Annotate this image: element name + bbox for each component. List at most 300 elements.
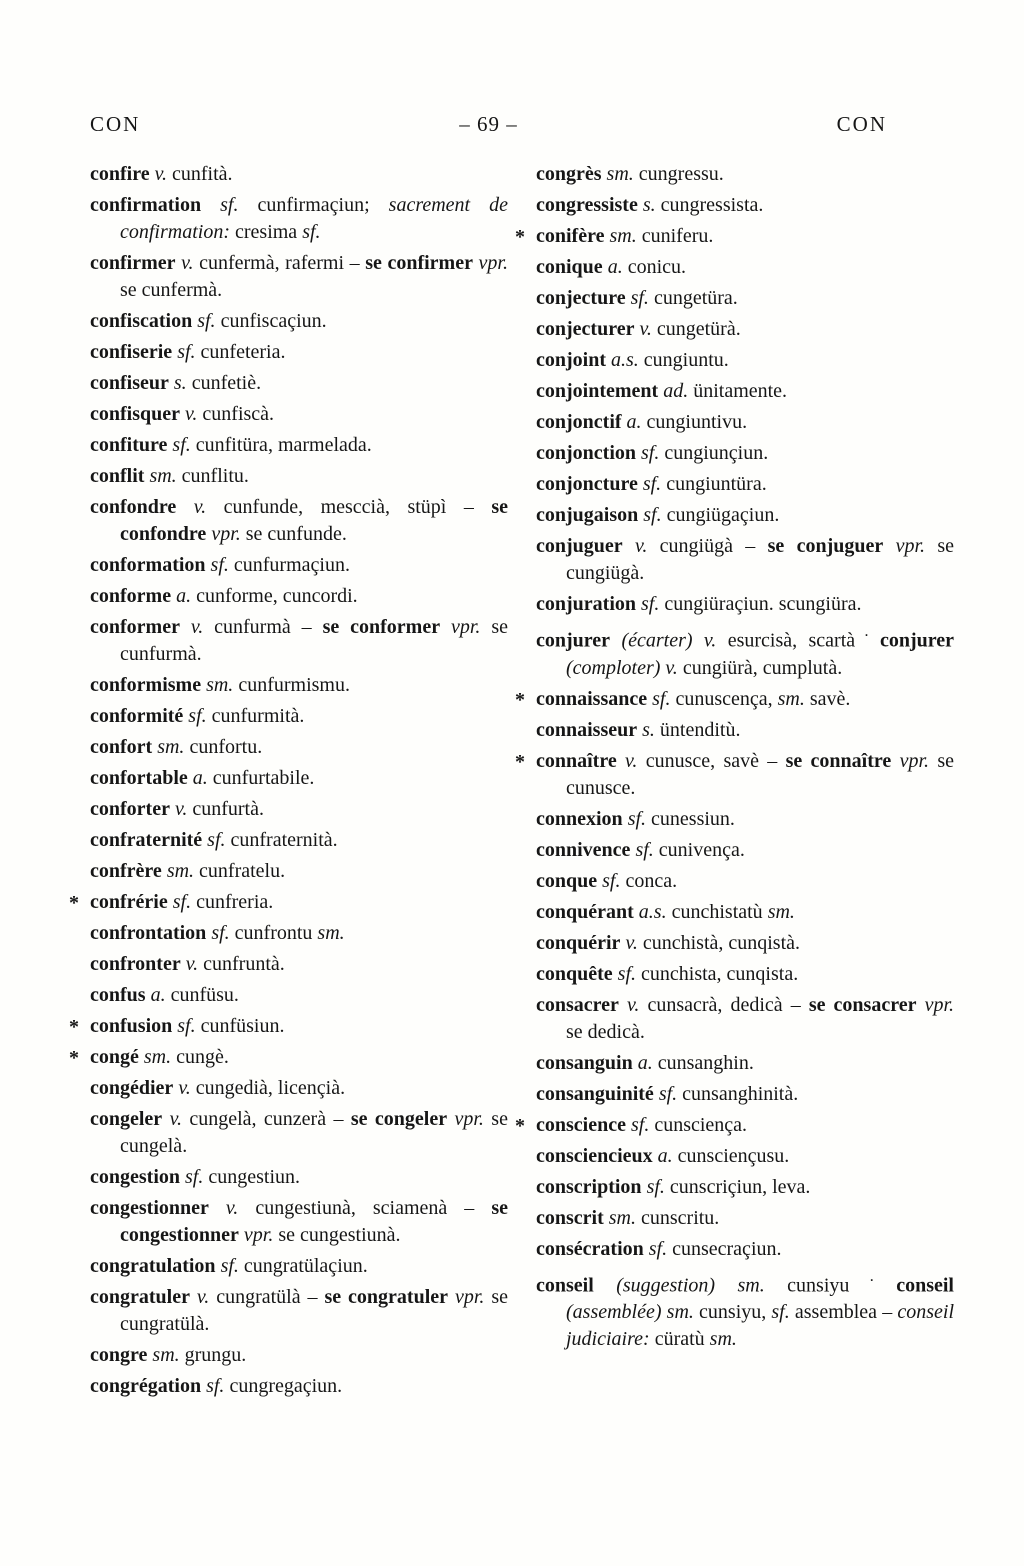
- dictionary-entry: [536, 1050, 954, 1077]
- translation: cungiügaçiun.: [661, 504, 780, 526]
- grammar-label: sf.: [625, 1113, 650, 1136]
- grammar-label: a.: [145, 984, 166, 1006]
- grammar-label: v.: [180, 403, 198, 425]
- grammar-label: vpr.: [447, 1108, 484, 1130]
- grammar-label: v.: [175, 252, 194, 274]
- dictionary-entry: [515, 748, 954, 802]
- dictionary-entry: [90, 463, 508, 490]
- dictionary-entry: [90, 401, 508, 428]
- dictionary-entry: [90, 920, 508, 947]
- headword: confraternité: [90, 829, 203, 851]
- translation: cunfrontu: [229, 922, 318, 944]
- translation: cunfurtà.: [187, 798, 264, 820]
- headword: connaisseur: [536, 718, 638, 741]
- dictionary-entry: [536, 192, 954, 219]
- headword: confiseur: [90, 372, 169, 394]
- translation: se cungratülà.: [120, 1286, 508, 1335]
- dictionary-entry: [536, 1174, 954, 1201]
- translation: conicu.: [622, 256, 686, 278]
- headword: consanguinité: [536, 1082, 654, 1105]
- grammar-label: sf.: [202, 829, 226, 851]
- dictionary-entry: [90, 432, 508, 459]
- dictionary-entry: [536, 285, 954, 312]
- dictionary-entry: [536, 930, 954, 957]
- homonym-star-mark: *: [515, 1114, 525, 1137]
- headword: conjurer: [536, 629, 611, 652]
- header-guide-word-right: CON: [836, 112, 887, 136]
- grammar-label: vpr.: [238, 1224, 274, 1246]
- translation: cunsciençusu.: [672, 1144, 790, 1167]
- translation: cüratù: [649, 1328, 710, 1351]
- translation: cunchista, cunqista.: [636, 962, 799, 985]
- headword: conjugaison: [536, 504, 639, 526]
- grammar-label: ad.: [658, 380, 689, 402]
- headword: confiserie: [90, 341, 173, 363]
- headword: confiture: [90, 434, 168, 456]
- dictionary-entry: [536, 1236, 954, 1263]
- translation: cuniferu.: [636, 225, 714, 247]
- translation: grungu.: [179, 1344, 247, 1366]
- dictionary-entry: [90, 796, 508, 823]
- translation: cunchistà, cunqistà.: [637, 931, 801, 954]
- dictionary-columns: [69, 161, 1024, 1404]
- headword: confisquer: [90, 403, 180, 425]
- translation: se cunusce.: [566, 749, 954, 799]
- dictionary-entry: [536, 378, 954, 405]
- headword: congratuler: [90, 1286, 190, 1308]
- translation: cunfraternità.: [225, 829, 338, 851]
- grammar-label: vpr.: [440, 616, 481, 638]
- dictionary-entry: [536, 868, 954, 895]
- translation: cungressista.: [655, 194, 764, 216]
- dictionary-entry: [536, 1081, 954, 1108]
- dictionary-entry: [90, 1164, 508, 1191]
- headword: se consacrer: [808, 993, 917, 1016]
- dictionary-entry: [536, 961, 954, 988]
- left-column: [69, 161, 508, 1404]
- headword: conjecture: [536, 287, 626, 309]
- headword: conseil: [873, 1274, 954, 1297]
- grammar-label: (assemblée) sm.: [566, 1301, 694, 1324]
- headword: confirmer: [90, 252, 176, 274]
- headword: conscription: [536, 1175, 642, 1198]
- homonym-star-mark: *: [515, 226, 525, 248]
- dictionary-entry: [69, 889, 508, 916]
- dictionary-entry: [536, 717, 954, 744]
- grammar-label: vpr.: [916, 993, 955, 1016]
- headword: conforme: [90, 585, 172, 607]
- translation: cresima: [230, 221, 303, 243]
- translation: cunsacrà, dedicà –: [639, 993, 809, 1016]
- dictionary-entry: [90, 192, 508, 246]
- page-header: [90, 112, 887, 137]
- headword: confrérie: [90, 891, 168, 913]
- translation: cungiuntüra.: [661, 473, 767, 495]
- grammar-label: sf.: [641, 1175, 665, 1198]
- right-column: [515, 161, 955, 1404]
- headword: confiscation: [90, 310, 193, 332]
- headword: conjonctif: [536, 411, 622, 433]
- grammar-label: sf.: [192, 310, 216, 332]
- translation: cungregaçiun.: [224, 1375, 343, 1397]
- translation: savè.: [804, 687, 851, 710]
- grammar-label: a.: [187, 767, 208, 789]
- headword: confronter: [90, 953, 181, 975]
- grammar-label: sm.: [152, 736, 185, 758]
- dictionary-entry: [536, 316, 954, 343]
- grammar-label: a.: [652, 1144, 673, 1167]
- translation: cunfurmismu.: [233, 674, 350, 696]
- dictionary-entry: [90, 339, 508, 366]
- headword: conjurer: [868, 629, 954, 652]
- translation: cunessiun.: [646, 807, 735, 830]
- grammar-label: sm.: [317, 922, 345, 944]
- grammar-label: a.s.: [606, 349, 639, 371]
- dictionary-entry: [515, 1112, 954, 1139]
- headword: conjointement: [536, 380, 659, 402]
- dictionary-entry: [536, 533, 954, 587]
- headword: congédier: [90, 1077, 174, 1099]
- translation: cungiürà, cumplutà.: [677, 656, 843, 679]
- headword: congestionner: [90, 1197, 209, 1219]
- dictionary-entry: [90, 1253, 508, 1280]
- dictionary-entry: [536, 899, 954, 926]
- grammar-label: conseil judiciaire:: [566, 1301, 954, 1351]
- headword: consciencieux: [536, 1144, 653, 1167]
- translation: cunfreria.: [191, 891, 274, 913]
- headword: congratulation: [90, 1255, 216, 1277]
- grammar-label: sm.: [709, 1328, 737, 1351]
- headword: confrère: [90, 860, 162, 882]
- headword: se conjuguer: [767, 535, 884, 557]
- headword: conjoint: [536, 349, 606, 371]
- translation: se cunfunde.: [240, 523, 347, 545]
- grammar-label: v.: [169, 798, 188, 820]
- grammar-label: s.: [637, 194, 656, 216]
- dictionary-entry: [90, 1284, 508, 1338]
- dictionary-entry: [90, 951, 508, 978]
- dictionary-entry: [90, 552, 508, 579]
- translation: cunivença.: [653, 838, 745, 861]
- translation: se cunfurmà.: [120, 616, 508, 665]
- translation: cungiügà –: [647, 535, 768, 557]
- grammar-label: v.: [176, 496, 207, 518]
- headword: conjecturer: [536, 318, 635, 340]
- headword: congrégation: [90, 1375, 202, 1397]
- translation: cungressu.: [633, 163, 724, 185]
- translation: cunfüsu.: [165, 984, 239, 1006]
- headword: conformisme: [90, 674, 202, 696]
- grammar-label: s.: [637, 718, 655, 741]
- grammar-label: a.: [621, 411, 642, 433]
- grammar-label: sm.: [144, 465, 177, 487]
- translation: se cungestiunà.: [273, 1224, 401, 1246]
- grammar-label: v.: [616, 749, 638, 772]
- headword: congressiste: [536, 194, 638, 216]
- grammar-label: v.: [173, 1077, 191, 1099]
- headword: conque: [536, 869, 598, 892]
- headword: congé: [90, 1046, 139, 1068]
- headword: confus: [90, 984, 146, 1006]
- headword: conscrit: [536, 1206, 604, 1229]
- page-number: – 69 –: [459, 112, 518, 136]
- dictionary-entry: [536, 161, 954, 188]
- grammar-label: sm.: [138, 1046, 172, 1068]
- grammar-label: vpr.: [883, 535, 926, 557]
- grammar-label: v.: [618, 993, 640, 1016]
- translation: cunfurmaçiun.: [228, 554, 350, 576]
- grammar-label: sf.: [625, 287, 649, 309]
- grammar-label: sm.: [603, 1206, 636, 1229]
- grammar-label: sf.: [180, 1166, 204, 1188]
- translation: cungelà, cunzerà –: [181, 1108, 351, 1130]
- headword: conformité: [90, 705, 184, 727]
- grammar-label: sf.: [205, 554, 229, 576]
- grammar-label: sf.: [201, 194, 239, 216]
- sense-separator-mark: ·: [849, 1272, 874, 1287]
- homonym-star-mark: *: [515, 688, 525, 711]
- grammar-label: (écarter) v.: [610, 629, 717, 652]
- grammar-label: sm.: [161, 860, 195, 882]
- headword: se connaître: [785, 749, 892, 772]
- dictionary-entry: [90, 734, 508, 761]
- headword: confirmation: [90, 194, 202, 216]
- headword: se congratuler: [324, 1286, 449, 1308]
- headword: connaissance: [536, 687, 648, 710]
- translation: cungetürà.: [651, 318, 741, 340]
- headword: conjonction: [536, 442, 636, 464]
- translation: cunfiscaçiun.: [215, 310, 327, 332]
- dictionary-entry: [515, 686, 954, 713]
- dictionary-entry: [90, 858, 508, 885]
- dictionary-entry: [90, 250, 508, 304]
- dictionary-entry: [90, 1342, 508, 1369]
- grammar-label: sf.: [172, 1015, 196, 1037]
- dictionary-entry: [90, 827, 508, 854]
- grammar-label: sf.: [636, 593, 660, 615]
- dictionary-entry: [69, 1044, 508, 1071]
- headword: consanguin: [536, 1051, 633, 1074]
- translation: cunscritu.: [636, 1206, 720, 1229]
- dictionary-entry: [536, 806, 954, 833]
- dictionary-entry: [536, 837, 954, 864]
- headword: conseil: [536, 1274, 594, 1297]
- translation: assemblea –: [789, 1301, 898, 1324]
- homonym-star-mark: *: [69, 1016, 79, 1038]
- translation: cunflitu.: [176, 465, 249, 487]
- translation: cungestiun.: [203, 1166, 300, 1188]
- grammar-label: v.: [179, 616, 204, 638]
- grammar-label: v.: [149, 163, 168, 185]
- dictionary-entry: [536, 591, 954, 618]
- headword: confire: [90, 163, 150, 185]
- dictionary-entry: [90, 614, 508, 668]
- homonym-star-mark: *: [69, 892, 79, 914]
- sense-separator-mark: ·: [855, 628, 869, 642]
- dictionary-entry: [90, 982, 508, 1009]
- dictionary-entry: [536, 502, 954, 529]
- grammar-label: sf.: [183, 705, 207, 727]
- grammar-label: v.: [180, 953, 199, 975]
- translation: cunsiyu: [764, 1274, 850, 1297]
- grammar-label: a.: [632, 1051, 653, 1074]
- grammar-label: vpr.: [472, 252, 508, 274]
- grammar-label: v.: [162, 1108, 182, 1130]
- translation: cunfetiè.: [186, 372, 262, 394]
- translation: cungiuntivu.: [641, 411, 748, 433]
- grammar-label: sacrement de confirmation:: [120, 194, 508, 243]
- headword: conjuguer: [536, 535, 623, 557]
- dictionary-entry: [90, 1373, 508, 1400]
- translation: se cungelà.: [120, 1108, 508, 1157]
- translation: cungratülaçiun.: [238, 1255, 368, 1277]
- dictionary-entry: [536, 992, 954, 1046]
- translation: cunuscença,: [670, 687, 778, 710]
- translation: se cungiügà.: [566, 535, 954, 584]
- grammar-label: sf.: [638, 504, 662, 526]
- dictionary-entry: [90, 1195, 508, 1249]
- translation: se cunfermà.: [120, 279, 223, 301]
- headword: conformer: [90, 616, 180, 638]
- headword: consacrer: [536, 993, 619, 1016]
- headword: connaître: [536, 749, 617, 772]
- grammar-label: sf.: [167, 891, 192, 913]
- headword: confondre: [90, 496, 177, 518]
- translation: cungiuntu.: [638, 349, 729, 371]
- translation: cunfurmità.: [206, 705, 305, 727]
- headword: se congeler: [350, 1108, 448, 1130]
- grammar-label: sm.: [767, 900, 795, 923]
- headword: confusion: [90, 1015, 173, 1037]
- grammar-label: sf.: [167, 434, 191, 456]
- grammar-label: sm.: [777, 687, 805, 710]
- translation: cungedià, licençià.: [190, 1077, 346, 1099]
- header-guide-word-left: CON: [90, 112, 141, 136]
- headword: conquête: [536, 962, 613, 985]
- grammar-label: sf.: [636, 442, 660, 464]
- translation: cunsciença.: [649, 1113, 748, 1136]
- dictionary-entry: [90, 765, 508, 792]
- grammar-label: v.: [620, 931, 638, 954]
- dictionary-entry: [90, 370, 508, 397]
- translation: cungiunçiun.: [659, 442, 769, 464]
- headword: congeler: [90, 1108, 163, 1130]
- grammar-label: a.s.: [633, 900, 667, 923]
- grammar-label: s.: [168, 372, 187, 394]
- translation: cunfirmaçiun;: [238, 194, 389, 216]
- translation: cunscriçiun, leva.: [664, 1175, 811, 1198]
- dictionary-entry: [90, 583, 508, 610]
- dictionary-entry: [90, 494, 508, 548]
- translation: cunforme, cuncordi.: [191, 585, 358, 607]
- grammar-label: vpr.: [448, 1286, 485, 1308]
- translation: cunfeteria.: [195, 341, 286, 363]
- grammar-label: sf.: [612, 962, 637, 985]
- headword: conformation: [90, 554, 206, 576]
- headword: se confirmer: [365, 252, 473, 274]
- dictionary-entry: [536, 254, 954, 281]
- grammar-label: sm.: [604, 225, 637, 247]
- headword: se congestionner: [120, 1197, 508, 1246]
- headword: conifère: [536, 225, 605, 247]
- grammar-label: a.: [602, 256, 623, 278]
- dictionary-entry: [90, 672, 508, 699]
- headword: congestion: [90, 1166, 180, 1188]
- translation: cungestiunà, sciamenà –: [238, 1197, 492, 1219]
- dictionary-entry: [69, 1013, 508, 1040]
- headword: conquérir: [536, 931, 621, 954]
- dictionary-entry: [90, 1106, 508, 1160]
- headword: conscience: [536, 1113, 626, 1136]
- dictionary-entry: [515, 223, 954, 250]
- translation: cunfortu.: [184, 736, 263, 758]
- grammar-label: v.: [189, 1286, 210, 1308]
- translation: se dedicà.: [566, 1020, 645, 1043]
- homonym-star-mark: *: [69, 1047, 79, 1069]
- headword: congrès: [536, 163, 602, 185]
- dictionary-entry: [90, 308, 508, 335]
- grammar-label: sf.: [302, 221, 321, 243]
- dictionary-entry: [536, 1143, 954, 1170]
- dictionary-entry: [536, 471, 954, 498]
- translation: üntenditù.: [654, 718, 741, 741]
- grammar-label: sf.: [643, 1237, 668, 1260]
- translation: conca.: [620, 869, 678, 892]
- translation: esurcisà, scartà: [716, 629, 856, 652]
- grammar-label: vpr.: [891, 749, 930, 772]
- headword: conquérant: [536, 900, 634, 923]
- headword: conflit: [90, 465, 145, 487]
- headword: connivence: [536, 838, 631, 861]
- headword: conforter: [90, 798, 170, 820]
- headword: conjoncture: [536, 473, 638, 495]
- grammar-label: sf.: [637, 473, 662, 495]
- headword: congre: [90, 1344, 148, 1366]
- translation: cunfiscà.: [197, 403, 275, 425]
- grammar-label: sf.: [653, 1082, 678, 1105]
- translation: cunfüsiun.: [195, 1015, 285, 1037]
- dictionary-entry: [536, 440, 954, 467]
- grammar-label: sf.: [630, 838, 654, 861]
- dictionary-entry: [536, 409, 954, 436]
- dictionary-entry: [536, 1267, 954, 1354]
- translation: cunchistatù: [666, 900, 768, 923]
- dictionary-entry: [90, 161, 508, 188]
- grammar-label: vpr.: [206, 523, 241, 545]
- translation: cunsecraçiun.: [667, 1237, 782, 1260]
- headword: confrontation: [90, 922, 207, 944]
- translation: cungratülà –: [209, 1286, 325, 1308]
- grammar-label: v.: [622, 535, 648, 557]
- grammar-label: sm.: [601, 163, 634, 185]
- translation: cunfermà, rafermi –: [193, 252, 366, 274]
- translation: cunsanghin.: [652, 1051, 754, 1074]
- grammar-label: sf.: [215, 1255, 239, 1277]
- translation: cunfitüra, marmelada.: [190, 434, 372, 456]
- translation: cunfurtabile.: [207, 767, 315, 789]
- translation: cunsanghinità.: [677, 1082, 799, 1105]
- grammar-label: sm.: [201, 674, 234, 696]
- headword: se confondre: [120, 496, 508, 545]
- grammar-label: v.: [634, 318, 652, 340]
- grammar-label: sm.: [147, 1344, 180, 1366]
- dictionary-entry: [536, 347, 954, 374]
- translation: cungiüraçiun. scungiüra.: [659, 593, 862, 615]
- grammar-label: a.: [171, 585, 192, 607]
- headword: conjuration: [536, 593, 636, 615]
- dictionary-entry: [536, 1205, 954, 1232]
- headword: connexion: [536, 807, 623, 830]
